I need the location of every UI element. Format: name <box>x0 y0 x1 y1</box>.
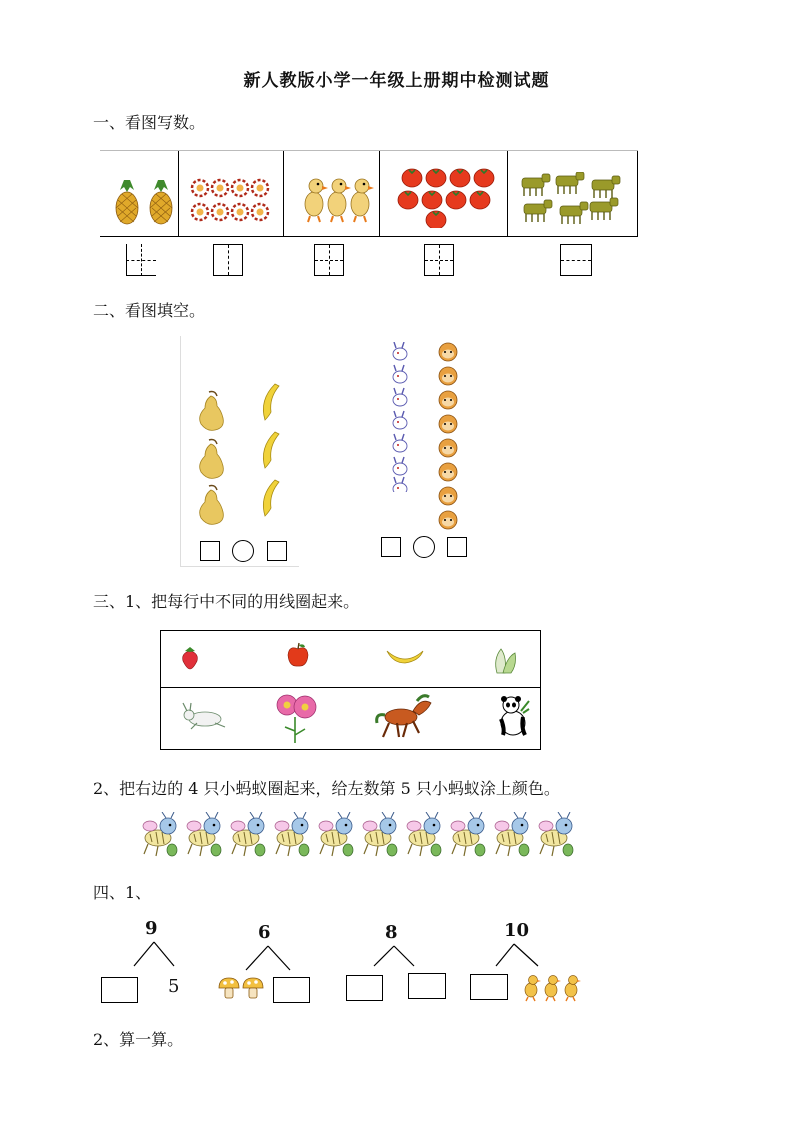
duck-icon <box>304 176 374 226</box>
tree-3-right-box[interactable] <box>408 973 446 999</box>
section-3-q1: 三、1、把每行中不同的用线圈起来。 <box>93 592 360 611</box>
tree-1-top: 9 <box>145 918 158 939</box>
tree-1-right: 5 <box>168 976 180 997</box>
tree-1-left-box[interactable] <box>101 977 138 1003</box>
cabbage-icon <box>491 645 519 675</box>
section-4-heading: 四、1、 <box>93 883 152 902</box>
odd-one-out-table <box>160 630 541 750</box>
answer-box-3[interactable] <box>314 244 344 276</box>
flower-icon <box>273 691 321 745</box>
compare-box-right-1[interactable] <box>267 541 287 561</box>
tree-3-top: 8 <box>385 922 398 943</box>
tree-3-left-box[interactable] <box>346 975 383 1001</box>
panda-icon <box>495 695 531 737</box>
section-3-q2: 2、把右边的 4 只小蚂蚁圈起来，给左数第 5 只小蚂蚁涂上颜色。 <box>93 779 560 798</box>
banana-icon <box>385 647 425 667</box>
horse-icon <box>373 693 437 741</box>
rabbit-icon <box>177 701 227 731</box>
compare-circle-2[interactable] <box>413 536 435 558</box>
pear-icon <box>195 390 235 530</box>
tree-4-left-box[interactable] <box>470 974 508 1000</box>
section-4-q2: 2、算一算。 <box>93 1030 184 1049</box>
pear-banana-panel <box>180 336 299 567</box>
ant-row <box>138 812 586 864</box>
compare-box-right-2[interactable] <box>447 537 467 557</box>
mushroom-icon <box>217 974 269 1000</box>
strawberry-icon <box>179 645 201 671</box>
tree-4-top: 10 <box>504 920 530 941</box>
rabbit-icon <box>388 342 416 492</box>
tree-3-branches <box>368 944 420 968</box>
compare-box-left-2[interactable] <box>381 537 401 557</box>
section-2-heading: 二、看图填空。 <box>93 301 206 320</box>
tree-2-branches <box>242 944 294 972</box>
duck-icon <box>521 974 585 1002</box>
flower-icon <box>190 178 270 222</box>
tree-2-top: 6 <box>258 922 271 943</box>
tomato-icon <box>396 166 496 228</box>
page-title: 新人教版小学一年级上册期中检测试题 <box>243 71 550 91</box>
section-1-heading: 一、看图写数。 <box>93 113 206 132</box>
tree-1-branches <box>130 940 178 968</box>
compare-box-left-1[interactable] <box>200 541 220 561</box>
rabbit-monkey-panel <box>382 336 474 536</box>
tree-2-right-box[interactable] <box>273 977 310 1003</box>
ox-icon <box>520 172 628 230</box>
section-1-picture-table <box>100 150 638 238</box>
answer-box-5[interactable] <box>560 244 592 276</box>
answer-box-4[interactable] <box>424 244 454 276</box>
banana-icon <box>253 382 289 528</box>
apple-icon <box>285 641 311 669</box>
compare-circle-1[interactable] <box>232 540 254 562</box>
monkey-icon <box>434 342 470 532</box>
answer-box-2[interactable] <box>213 244 243 276</box>
pineapple-icon <box>110 178 178 228</box>
answer-box-1[interactable] <box>126 244 156 276</box>
tree-4-branches <box>492 942 544 968</box>
